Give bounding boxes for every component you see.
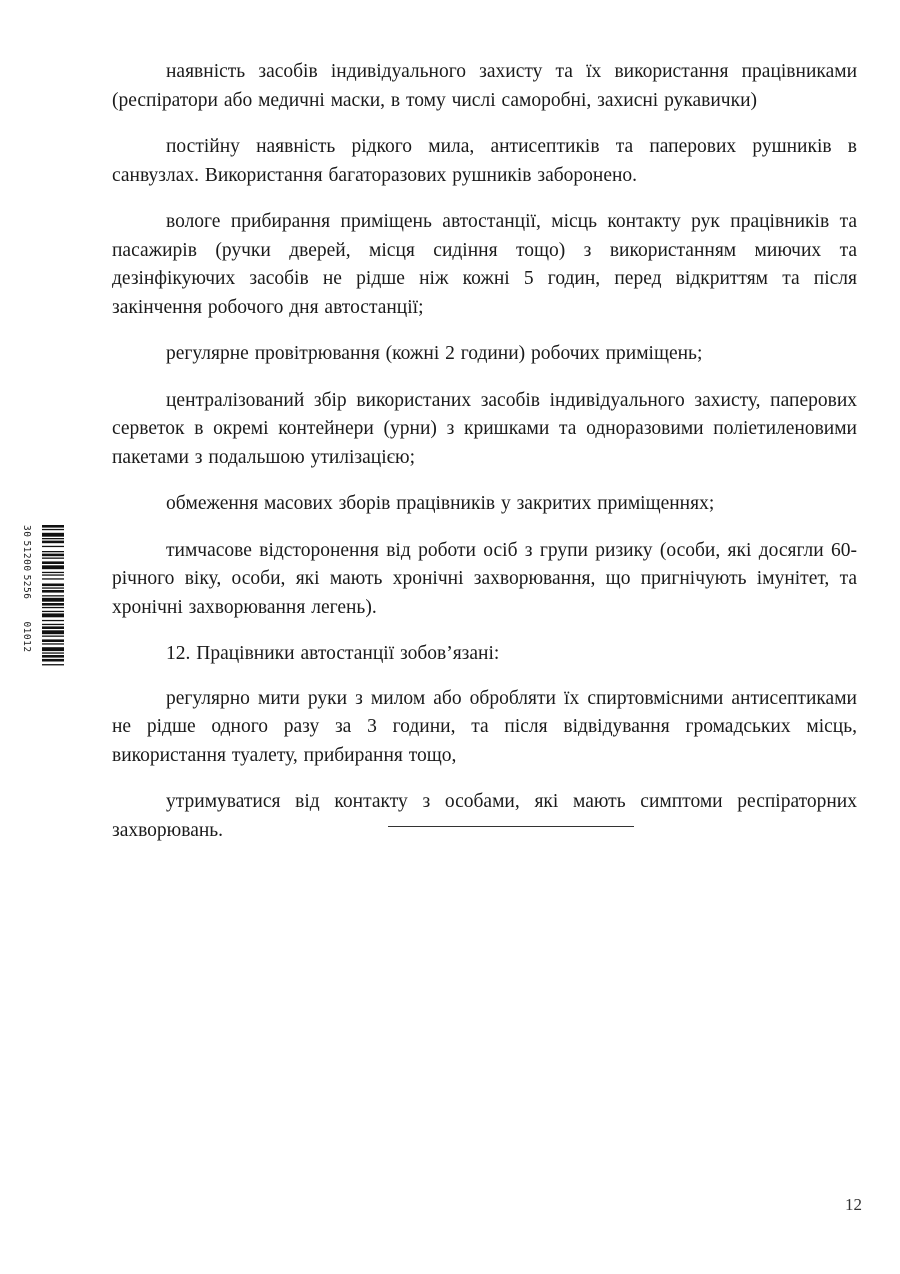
paragraph-gathering-limits: обмеження масових зборів працівників у закритих приміщеннях; [166, 493, 715, 514]
paragraph-avoid-contact: утримуватися від контакту з особами, які мають симптоми респіраторних захворювань. [112, 791, 857, 841]
page-number: 12 [845, 1195, 862, 1214]
paragraph-waste-collection: централізований збір використаних засобів індивідуального захисту, паперових серветок в окремі контейнери (урни) з кришками та одноразовими поліетиленовими пакетами з подальшою утилізацією; [112, 389, 857, 468]
barcode-bar [42, 664, 64, 665]
barcode-segment: 01012 [21, 621, 32, 653]
document-body [112, 58, 857, 863]
barcode-bar [42, 574, 64, 575]
barcode-bar [42, 655, 64, 658]
barcode-bar [42, 561, 64, 564]
barcode-bar [42, 613, 64, 617]
barcode-bar [42, 630, 64, 634]
paragraph-ventilation: регулярне провітрювання (кожні 2 години) робочих приміщень; [166, 343, 703, 364]
barcode-bar [42, 554, 64, 557]
barcode-bar [42, 587, 64, 588]
barcode-bar [42, 590, 64, 593]
end-divider-line [388, 826, 634, 827]
barcode-bar [42, 565, 64, 569]
barcode-bar [42, 620, 64, 621]
barcode-bar [42, 546, 64, 547]
barcode-segment: 30 [21, 525, 32, 538]
paragraph-handwashing: регулярно мити руки з милом або обробляти їх спиртовмісними антисептиками не рідше одного разу за 3 години, та після відвідування громадських місць, використання туалету, прибирання тощо, [112, 687, 857, 766]
barcode-segment: 51200 [21, 540, 32, 572]
barcode-number [20, 525, 32, 720]
barcode-bar [42, 551, 64, 552]
barcode-bar [42, 626, 64, 629]
barcode-bar [42, 636, 64, 637]
barcode-bar [42, 533, 64, 537]
barcode-bar [42, 647, 64, 651]
barcode-bar [42, 643, 64, 644]
barcode-bar [42, 558, 64, 559]
barcode-bar [42, 603, 64, 606]
barcode-segment: 5256 [21, 574, 32, 600]
barcode-bar [42, 598, 64, 602]
barcode-bar [42, 529, 64, 530]
barcode-bar [42, 624, 64, 625]
barcode-bar [42, 538, 64, 539]
barcode-bar [42, 595, 64, 596]
section-heading-12: 12. Працівники автостанції зобов’язані: [166, 643, 500, 664]
barcode-bar [42, 584, 64, 587]
paragraph-soap: постійну наявність рідкого мила, антисептиків та паперових рушників в санвузлах. Використання багаторазових рушників заборонено. [112, 136, 857, 186]
barcode-bar [42, 541, 64, 544]
barcode-bar [42, 639, 64, 642]
paragraph-ppe: наявність засобів індивідуального захисту та їх використання працівниками (респіратори або медичні маски, в тому числі саморобні, захисні рукавички) [112, 61, 857, 111]
barcode-image [28, 525, 64, 720]
barcode-bar [42, 607, 64, 608]
barcode-bar [42, 652, 64, 653]
barcode-bar [42, 659, 64, 662]
barcode-bar [42, 578, 64, 579]
paragraph-cleaning: вологе прибирання приміщень автостанції, місць контакту рук працівників та пасажирів (ручки дверей, місця сидіння тощо) з використанням миючих та дезінфікуючих засобів не рідше ніж кожні 5 годин, перед відкриттям та після закінчення робочого дня автостанції; [112, 211, 857, 318]
paragraph-risk-group: тимчасове відсторонення від роботи осіб з групи ризику (особи, які досягли 60-річного віку, особи, які мають хронічні захворювання, що пригнічують імунітет, та хронічні захворювання легень). [112, 539, 857, 618]
barcode-bar [42, 525, 64, 528]
barcode-bar [42, 572, 64, 573]
barcode-bar [42, 611, 64, 612]
